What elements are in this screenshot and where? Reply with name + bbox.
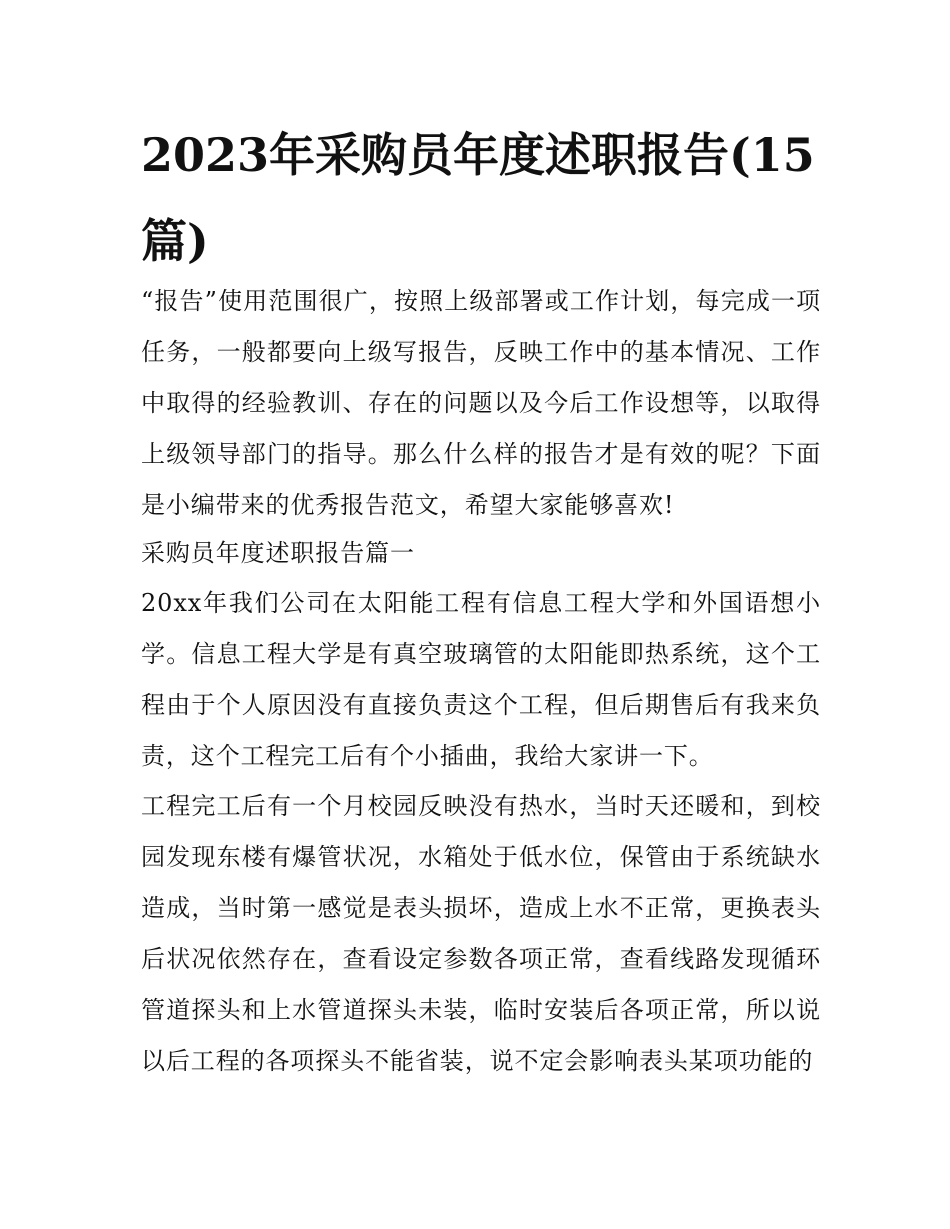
intro-paragraph: “报告”使用范围很广，按照上级部署或工作计划，每完成一项任务，一般都要向上级写报告，反映工作中的基本情况、工作中取得的经验教训、存在的问题以及今后工作设想等，以取得上级领导部门的指导。那么什么样的报告才是有效的呢？下面是小编带来的优秀报告范文，希望大家能够喜欢! (141, 287, 821, 519)
section-heading: 采购员年度述职报告篇一 (141, 539, 415, 567)
body-paragraph: 工程完工后有一个月校园反映没有热水，当时天还暖和，到校园发现东楼有爆管状况，水箱处于低水位，保管由于系统缺水造成，当时第一感觉是表头损坏，造成上水不正常，更换表头后状况依然存在，查看设定参数各项正常，查看线路发现循环管道探头和上水管道探头未装，临时安装后各项正常，所以说以后工程的各项探头不能省装，说不定会影响表头某项功能的 (141, 792, 821, 1075)
document-title: 2023年采购员年度述职报告(15篇) (141, 128, 815, 268)
body-paragraph: 20xx年我们公司在太阳能工程有信息工程大学和外国语想小学。信息工程大学是有真空玻璃管的太阳能即热系统，这个工程由于个人原因没有直接负责这个工程，但后期售后有我来负责，这个工程完工后有个小插曲，我给大家讲一下。 (141, 589, 821, 770)
